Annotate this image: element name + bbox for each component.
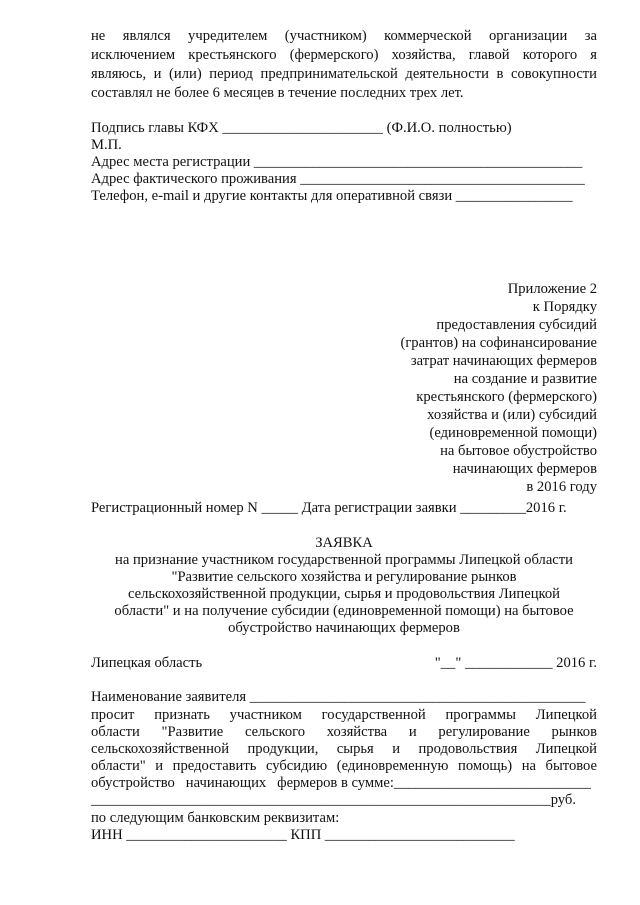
amount-line: _______________________________________________________________руб. [91,792,576,808]
inn-kpp-line: ИНН ______________________ КПП __________________________ [91,827,515,843]
appendix-heading-line: хозяйства и (или) субсидий [427,407,597,423]
appendix-heading-line: (грантов) на софинансирование [400,335,597,351]
body-paragraph-line: сельскохозяйственной продукции, сырья и продовольствия Липецкой [91,741,597,757]
paragraph-line: составлял не более 6 месяцев в течение последних трех лет. [91,85,464,101]
application-subtitle-line: на признание участником государственной программы Липецкой области [115,552,573,568]
date-line: "__" ____________ 2016 г. [434,655,597,671]
appendix-heading-line: на бытовое обустройство [440,443,597,459]
appendix-heading-line: к Порядку [532,299,597,315]
appendix-heading-line: Приложение 2 [507,281,597,297]
signature-line: Подпись главы КФХ ______________________ (Ф.И.О. полностью) [91,120,512,136]
actual-address-line: Адрес фактического проживания _______________________________________ [91,171,585,187]
applicant-name-line: Наименование заявителя ______________________________________________ [91,689,586,705]
stamp-label: М.П. [91,137,122,153]
body-paragraph-line: обустройство начинающих фермеров в сумме:___________________________ [91,775,591,791]
appendix-heading-line: (единовременной помощи) [429,425,597,441]
registration-address-line: Адрес места регистрации _____________________________________________ [91,154,583,170]
body-paragraph-line: области" и предоставить субсидию (единовременную помощь) на бытовое [91,758,597,774]
application-subtitle-line: области" и на получение субсидии (единовременной помощи) на бытовое [114,603,574,619]
paragraph-line: являюсь, и (или) период предпринимательской деятельности в совокупности [91,66,597,82]
appendix-heading-line: в 2016 году [526,479,597,495]
application-title: ЗАЯВКА [315,535,373,551]
application-subtitle-line: обустройство начинающих фермеров [228,620,460,636]
appendix-heading-line: на создание и развитие [453,371,597,387]
appendix-heading-line: предоставления субсидий [436,317,597,333]
application-subtitle-line: "Развитие сельского хозяйства и регулирование рынков [171,569,517,585]
paragraph-line: исключением крестьянского (фермерского) хозяйства, главой которого я [91,47,597,63]
registration-line: Регистрационный номер N _____ Дата регистрации заявки _________2016 г. [91,500,567,516]
place-label: Липецкая область [91,655,203,671]
paragraph-line: не являлся учредителем (участником) коммерческой организации за [91,28,597,44]
appendix-heading-line: начинающих фермеров [452,461,597,477]
body-paragraph-line: просит признать участником государственной программы Липецкой [91,707,597,723]
body-paragraph-line: области "Развитие сельского хозяйства и регулирование рынков [91,724,597,740]
bank-details-intro: по следующим банковским реквизитам: [91,810,340,826]
application-subtitle-line: сельскохозяйственной продукции, сырья и продовольствия Липецкой [128,586,560,602]
appendix-heading-line: затрат начинающих фермеров [410,353,597,369]
appendix-heading-line: крестьянского (фермерского) [416,389,597,405]
contacts-line: Телефон, e-mail и другие контакты для оперативной связи ________________ [91,188,573,204]
